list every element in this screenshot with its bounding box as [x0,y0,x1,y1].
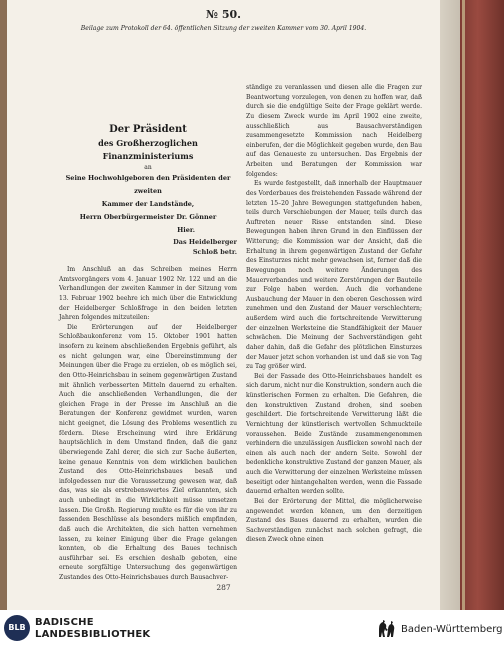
page-number-heading: № 50. [206,8,241,21]
page-subtitle: Beilage zum Protokoll der 64. öffentlichen Sitzung der zweiten Kammer vom 30. April 1904. [80,25,367,32]
right-paragraph-1: ständige zu veranlassen und diesen alle die Fragen zur Beantwortung vorzulegen, von denen zu hoffen war, daß durch sie die endgültige Seite der Frage geklärt werde. Zu diesem Zweck wurde im April 1902 eine zweite, ausschließlich aus Bausachverständigen zusammengesetzte Kommission nach Heidelberg einberufen, der die Möglichkeit gegeben wurde, den Bau auf das Genaueste zu untersuchen. Das Ergebnis der Arbeiten und Beratungen der Kommission war folgendes: [246,84,422,178]
letter-title-an: an [144,164,152,171]
book-cover-edge [460,0,504,610]
page-stack-edge [440,0,460,610]
library-name-line2: LANDESBIBLIOTHEK [35,629,151,640]
letter-title-line4: Kammer der Landstände, [101,200,195,208]
page-number: 287 [216,583,231,592]
right-paragraph-4: Bei der Erörterung der Mittel, die möglicherweise angewendet werden können, um den derzeitigen Zustand des Baues dauernd zu erhalten, wurden die Sachverständigen zunächst nach solchen gefragt, die diesen Zweck ohne einen [246,497,422,544]
letter-title-line6: Hier. [177,226,195,234]
right-paragraph-2: Es wurde festgestellt, daß innerhalb der Hauptmauer des Vorderbaues des freistehenden Fassade während der letzten 15–20 Jahre Bewegungen stattgefunden haben, teils durch Verschiebungen der Mauer, teils durch das Auftreten neuer Risse entstanden sind. Diese Bewegungen haben ihren Grund in den Einflüssen der Witterung; die Kommission war der Ansicht, daß die Erhaltung in ihrem gegenwärtigen Zustand der Gefahr des Einsturzes nicht mehr gewachsen ist, ferner daß die Bewegungen noch weitere Änderungen des Mauerverbandes und weitere Zerstörungen der Bauteile zur Folge haben werden. Auch die vorhandene Ausbauchung der Mauer in den oberen Geschossen wird zunehmen und den Zustand der Mauer verschlechtern; außerdem wird auch die fortschreitende Verwitterung der einzelnen Werksteine die Standfähigkeit der Mauer schwächen. Die Meinung der Sachverständigen geht daher dahin, daß die Gefahr des plötzlichen Einsturzes der Mauer jetzt schon vorhanden ist und daß sie von Tag zu Tag größer wird. [246,180,422,371]
state-name[interactable]: Baden-Württemberg [401,624,503,635]
book-binding-edge [0,0,7,610]
left-column [59,83,237,583]
baden-wuerttemberg-lions-icon [376,617,396,639]
right-column [246,83,422,545]
subject-line1: Das Heidelberger [173,238,237,246]
left-paragraph-1: Im Anschluß an das Schreiben meines Herrn Amtsvorgängers vom 4. Januar 1902 Nr. 122 und an die Verhandlungen der zweiten Kammer in der Sitzung vom 13. Februar 1902 beehre ich mich über die Entwicklung der Heidelberger Schloßfrage in den beiden letzten Jahren folgendes mitzuteilen: [59,266,237,322]
letter-title-line2: des Großherzoglichen Finanzministeriums [98,138,198,161]
letter-title-line1: Der Präsident [109,124,187,135]
subject-line2: Schloß betr. [192,248,237,256]
document-page [7,0,440,610]
left-paragraph-2: Die Erörterungen auf der Heidelberger Schloßbaukonferenz vom 15. Oktober 1901 hatten insofern zu keinem abschließenden Ergebnis geführt, als es nicht gelungen war, eine Übereinstimmung der Meinungen über die Frage zu erzielen, ob es möglich sei, den Otto-Heinrichsbau in seinem gegenwärtigen Zustand mit ähnlich verbesserten Mitteln dauernd zu erhalten. Auch die anschließenden Verhandlungen, die der gleichen Frage in der Presse im Anschluß an die Beratungen der Konferenz gewidmet wurden, waren nicht geeignet, die Lösung des Problems wesentlich zu fördern. Diese Erscheinung wird ihre Erklärung hauptsächlich in dem Umstand finden, daß die ganz überwiegende Zahl derer, die sich zur Sache äußerten, keine genaue Kenntnis von dem wirklichen baulichen Zustand des Otto-Heinrichsbaues besaß und infolgedessen nur die Voraussetzung gewesen war, daß das, was sie als erstrebenswertes Ziel erkannten, sich auch unbedingt in die Wirklichkeit müsse umsetzen lassen. Die Großh. Regierung mußte es für die von ihr zu fassenden Beschlüsse als besonders mißlich empfinden, daß auch die Architekten, die sich hatten vernehmen lassen, zu keiner Einigung über die Frage gelangen konnten, ob die Erhaltung des Baues technisch ausführbar sei. Es erschien deshalb geboten, eine erneute sorgfältige Untersuchung des gegenwärtigen Zustandes des Otto-Heinrichsbaues durch Bausachver- [59,323,237,581]
blb-logo-icon[interactable]: BLB [4,615,30,641]
letter-title-line5: Herrn Oberbürgermeister Dr. Gönner [79,213,217,221]
library-name-line1: BADISCHE [35,617,94,628]
letter-title-line3: Seine Hochwohlgeboren den Präsidenten der zweiten [65,174,231,195]
right-paragraph-3: Bei der Fassade des Otto-Heinrichsbaues handelt es sich darum, nicht nur die Konstruktion, sondern auch die künstlerischen Formen zu erhalten. Die Gefahren, die den konstruktiven Zustand drohen, sind soeben geschildert. Die fortschreitende Verwitterung läßt die Vernichtung der künstlerisch wertvollen Schmuckteile voraussehen. Beide Zustände zusammengenommen verhindern die unzulässigen Ausflicken sowohl nach der einen als auch nach der andern Seite. Sowohl der bedenkliche konstruktive Zustand der ganzen Mauer, als auch die Verwitterung der einzelnen Werksteine müssen beseitigt oder hintangehalten werden, wenn die Fassade dauernd erhalten werden sollte. [246,372,422,496]
library-name[interactable] [35,617,150,641]
